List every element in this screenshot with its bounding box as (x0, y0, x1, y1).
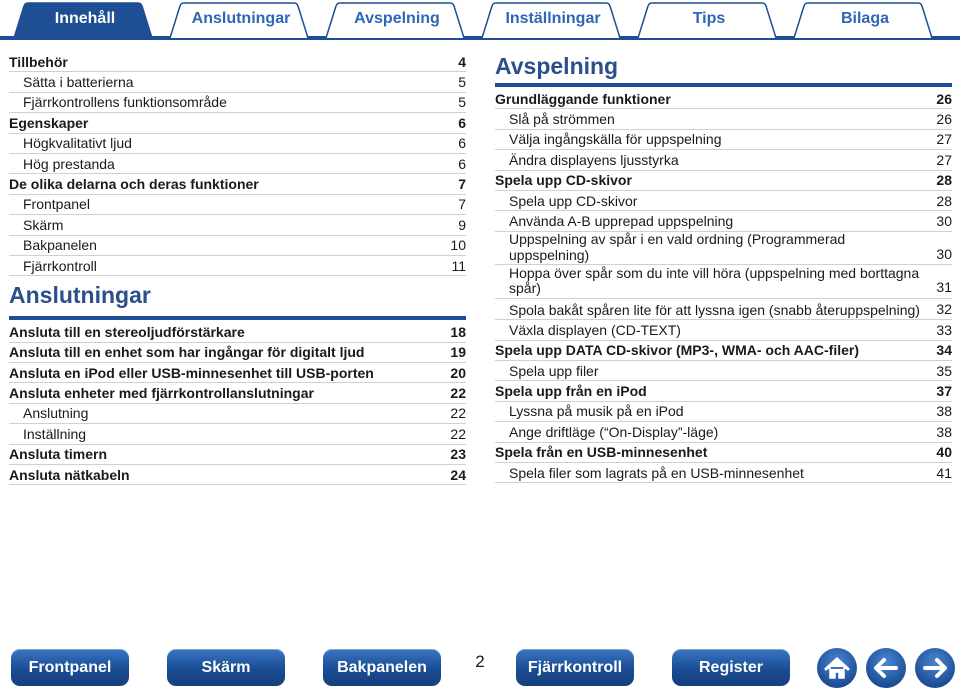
toc-page-number: 5 (458, 94, 466, 111)
toc-entry-label: Ansluta en iPod eller USB-minnesenhet till USB-porten (9, 364, 374, 381)
toc-page-number: 6 (458, 155, 466, 172)
bottom-navigation (0, 646, 960, 690)
toc-page-number: 40 (936, 444, 952, 461)
toc-entry-row[interactable] (495, 402, 952, 422)
toc-entry-label: Växla displayen (CD-TEXT) (509, 321, 681, 338)
toc-page-number: 5 (458, 73, 466, 90)
toc-entry-label: Lyssna på musik på en iPod (509, 403, 684, 420)
tab-avspelning[interactable] (324, 2, 470, 38)
toc-page-number: 18 (450, 323, 466, 340)
toc-page-number: 22 (450, 405, 466, 422)
toc-entry-row[interactable] (495, 463, 952, 483)
toc-entry-row[interactable] (9, 215, 466, 235)
toc-group-anslutningar (9, 322, 466, 485)
toc-entry-row[interactable] (495, 211, 952, 231)
toc-entry-row[interactable] (495, 150, 952, 170)
toc-entry-row[interactable] (495, 422, 952, 442)
toc-entry-label: Frontpanel (23, 196, 90, 213)
toc-page-number: 37 (936, 383, 952, 400)
toc-page-number: 20 (450, 364, 466, 381)
toc-heading-row[interactable] (9, 363, 466, 383)
toc-page-number: 24 (450, 466, 466, 483)
toc-entry-row[interactable] (495, 361, 952, 381)
tab-tips[interactable] (636, 2, 782, 38)
toc-page-number: 38 (936, 423, 952, 440)
toc-page-number: 6 (458, 135, 466, 152)
toc-group-avspelning (495, 89, 952, 483)
toc-page-number: 30 (936, 212, 952, 229)
toc-entry-label: Högkvalitativt ljud (23, 135, 132, 152)
toc-entry-label: Ändra displayens ljusstyrka (509, 151, 679, 168)
toc-page-number: 9 (458, 216, 466, 233)
toc-entry-row[interactable] (9, 93, 466, 113)
toc-entry-row[interactable] (9, 195, 466, 215)
toc-page-number: 26 (936, 110, 952, 127)
tab-label: Avspelning (354, 10, 440, 27)
toc-page-number: 11 (451, 257, 466, 274)
section-title-anslutningar: Anslutningar (9, 276, 466, 320)
toc-entry-row[interactable] (495, 130, 952, 150)
frontpanel-button[interactable]: Frontpanel (11, 649, 129, 686)
toc-page-number: 22 (450, 425, 466, 442)
bakpanelen-button[interactable]: Bakpanelen (323, 649, 441, 686)
toc-entry-row[interactable] (495, 320, 952, 340)
toc-entry-label: Spela från en USB-minnesenhet (495, 444, 708, 461)
toc-page-number: 31 (936, 279, 952, 296)
toc-heading-row[interactable] (9, 383, 466, 403)
toc-entry-row[interactable] (9, 154, 466, 174)
toc-entry-row[interactable] (9, 424, 466, 444)
toc-entry-label: Spela filer som lagrats på en USB-minnesenhet (509, 464, 804, 481)
toc-page-number: 27 (936, 131, 952, 148)
toc-entry-label: Fjärrkontrollens funktionsområde (23, 94, 227, 111)
tab-label: Anslutningar (191, 10, 291, 27)
toc-entry-row[interactable] (495, 232, 952, 266)
toc-page-number: 4 (458, 53, 466, 70)
toc-page-number: 33 (936, 321, 952, 338)
toc-entry-label: Spela upp CD-skivor (509, 192, 638, 209)
toc-entry-label: Spela upp filer (509, 362, 599, 379)
toc-right-column (495, 52, 952, 483)
toc-entry-label: Hög prestanda (23, 155, 115, 172)
toc-page-number: 41 (936, 464, 952, 481)
toc-page-number: 27 (936, 151, 952, 168)
toc-page-number: 35 (936, 362, 952, 379)
toc-entry-label: Uppspelning av spår i en vald ordning (Programmerad uppspelning) (509, 231, 846, 263)
tab-label: Bilaga (840, 10, 889, 27)
toc-page-number: 10 (450, 237, 466, 254)
toc-entry-label: Skärm (23, 216, 64, 233)
toc-group-overview (9, 52, 466, 276)
toc-page-number: 6 (458, 114, 466, 131)
toc-entry-label: Ansluta nätkabeln (9, 466, 130, 483)
toc-heading-row[interactable] (9, 445, 466, 465)
toc-entry-label: Tillbehör (9, 53, 68, 70)
tab-label: Inställningar (505, 10, 601, 27)
toc-entry-label: Ansluta till en enhet som har ingångar för digitalt ljud (9, 344, 365, 361)
toc-entry-row[interactable] (9, 134, 466, 154)
tab-anslutningar[interactable] (168, 2, 314, 38)
toc-heading-row[interactable] (9, 113, 466, 133)
toc-entry-label: Sätta i batterierna (23, 73, 134, 90)
toc-entry-row[interactable] (9, 404, 466, 424)
toc-heading-row[interactable] (9, 343, 466, 363)
toc-entry-label: Slå på strömmen (509, 110, 615, 127)
toc-entry-label: Grundläggande funktioner (495, 90, 671, 107)
toc-entry-label: Ange driftläge (“On-Display”-läge) (509, 423, 719, 440)
toc-page-number: 7 (458, 175, 466, 192)
tab-innehall[interactable] (12, 2, 158, 38)
toc-entry-label: Egenskaper (9, 114, 89, 131)
toc-page-number: 30 (936, 245, 952, 262)
toc-entry-row[interactable] (495, 299, 952, 320)
toc-entry-row[interactable] (495, 109, 952, 129)
toc-entry-label: Inställning (23, 425, 87, 442)
toc-page-number: 26 (936, 90, 952, 107)
toc-heading-row[interactable] (9, 322, 466, 342)
toc-page-number: 28 (936, 172, 952, 189)
toc-page-number: 38 (936, 403, 952, 420)
toc-entry-row[interactable] (9, 256, 466, 276)
toc-entry-label: Ansluta enheter med fjärrkontrollanslutningar (9, 385, 314, 402)
skarm-button[interactable]: Skärm (167, 649, 285, 686)
toc-entry-row[interactable] (495, 265, 952, 299)
back-arrow-icon[interactable] (866, 648, 906, 688)
toc-entry-label: Använda A-B upprepad uppspelning (509, 212, 734, 229)
toc-entry-label: De olika delarna och deras funktioner (9, 175, 259, 192)
tab-installningar[interactable] (480, 2, 626, 38)
toc-heading-row[interactable] (495, 171, 952, 191)
toc-entry-label: Ansluta timern (9, 446, 108, 463)
top-tab-bar (0, 0, 960, 40)
toc-entry-label: Hoppa över spår som du inte vill höra (uppspelning med borttagna spår) (509, 264, 920, 297)
toc-entry-label: Anslutning (23, 405, 89, 422)
toc-page-number: 7 (458, 196, 466, 213)
toc-entry-label: Spela upp från en iPod (495, 383, 647, 400)
home-icon[interactable] (817, 648, 857, 688)
toc-page-number: 28 (936, 192, 952, 209)
toc-entry-label: Fjärrkontroll (23, 257, 97, 274)
section-title-avspelning: Avspelning (495, 52, 952, 87)
toc-page-number: 32 (936, 300, 952, 317)
toc-page-number: 19 (450, 344, 466, 361)
toc-entry-row[interactable] (9, 72, 466, 92)
toc-heading-row[interactable] (495, 443, 952, 463)
toc-entry-label: Välja ingångskälla för uppspelning (509, 131, 722, 148)
toc-heading-row[interactable] (495, 341, 952, 361)
page-number: 2 (475, 652, 485, 671)
toc-page-number: 22 (450, 385, 466, 402)
toc-page-number: 23 (450, 446, 466, 463)
toc-heading-row[interactable] (9, 52, 466, 72)
toc-entry-row[interactable] (495, 191, 952, 211)
tab-label: Tips (692, 10, 726, 27)
forward-arrow-icon[interactable] (915, 648, 955, 688)
toc-entry-label: Spela upp DATA CD-skivor (MP3-, WMA- och AAC-filer) (495, 342, 859, 359)
toc-heading-row[interactable] (9, 174, 466, 194)
toc-heading-row[interactable] (495, 381, 952, 401)
toc-entry-label: Bakpanelen (23, 237, 97, 254)
toc-entry-row[interactable] (9, 236, 466, 256)
toc-left-column (9, 52, 466, 485)
tab-bilaga[interactable] (792, 2, 938, 38)
toc-page-number: 34 (936, 342, 952, 359)
fjarrkontroll-button[interactable]: Fjärrkontroll (516, 649, 634, 686)
toc-entry-label: Spola bakåt spåren lite för att lyssna igen (snabb återuppspelning) (509, 301, 920, 318)
toc-heading-row[interactable] (495, 89, 952, 109)
toc-entry-label: Ansluta till en stereoljudförstärkare (9, 323, 245, 340)
tab-label: Innehåll (54, 10, 116, 27)
register-button[interactable]: Register (672, 649, 790, 686)
toc-entry-label: Spela upp CD-skivor (495, 172, 632, 189)
toc-heading-row[interactable] (9, 465, 466, 485)
